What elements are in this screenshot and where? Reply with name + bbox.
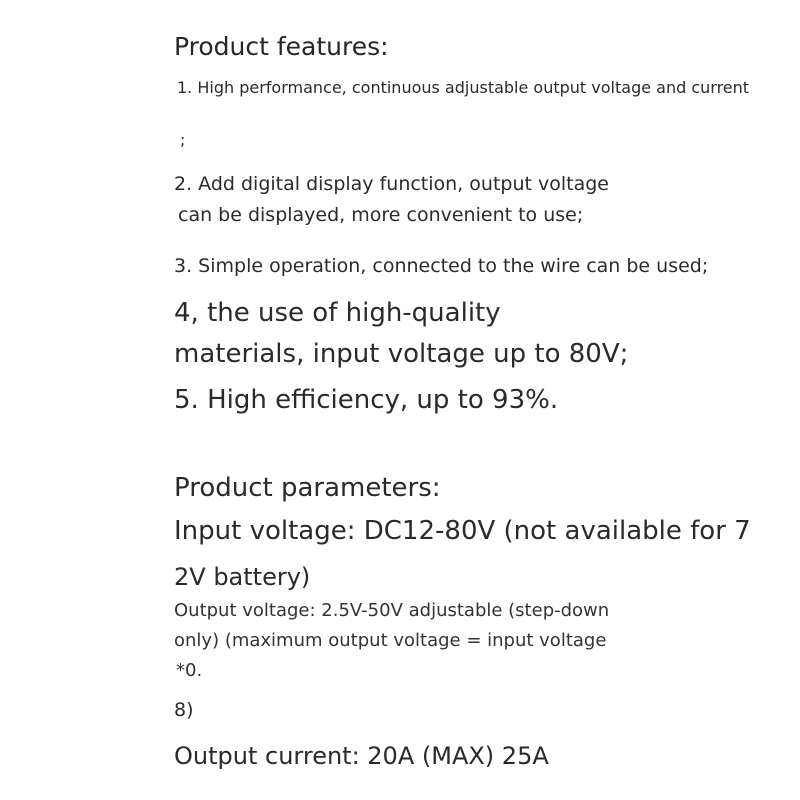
feature-item-2-line-1: 2. Add digital display function, output voltage — [174, 173, 609, 195]
feature-item-4-line-2: materials, input voltage up to 80V; — [174, 339, 629, 369]
feature-item-1-continuation: ; — [180, 130, 186, 149]
features-title: Product features: — [174, 32, 389, 61]
output-voltage-line-2: only) (maximum output voltage = input voltage — [174, 630, 607, 651]
output-current: Output current: 20A (MAX) 25A — [174, 742, 549, 770]
input-voltage-line-2: 2V battery) — [174, 563, 311, 591]
output-voltage-line-3: *0. — [176, 660, 203, 681]
output-voltage-line-1: Output voltage: 2.5V-50V adjustable (step-down — [174, 600, 610, 621]
feature-item-2-line-2: can be displayed, more convenient to use; — [178, 204, 584, 226]
feature-item-5: 5. High efficiency, up to 93%. — [174, 385, 559, 415]
feature-item-3: 3. Simple operation, connected to the wire can be used; — [174, 255, 709, 277]
output-voltage-line-4: 8) — [174, 699, 194, 721]
input-voltage-line-1: Input voltage: DC12-80V (not available for 7 — [174, 516, 751, 546]
feature-item-1: 1. High performance, continuous adjustable output voltage and current — [177, 78, 750, 97]
feature-item-4-line-1: 4, the use of high-quality — [174, 298, 501, 328]
parameters-title: Product parameters: — [174, 473, 441, 503]
